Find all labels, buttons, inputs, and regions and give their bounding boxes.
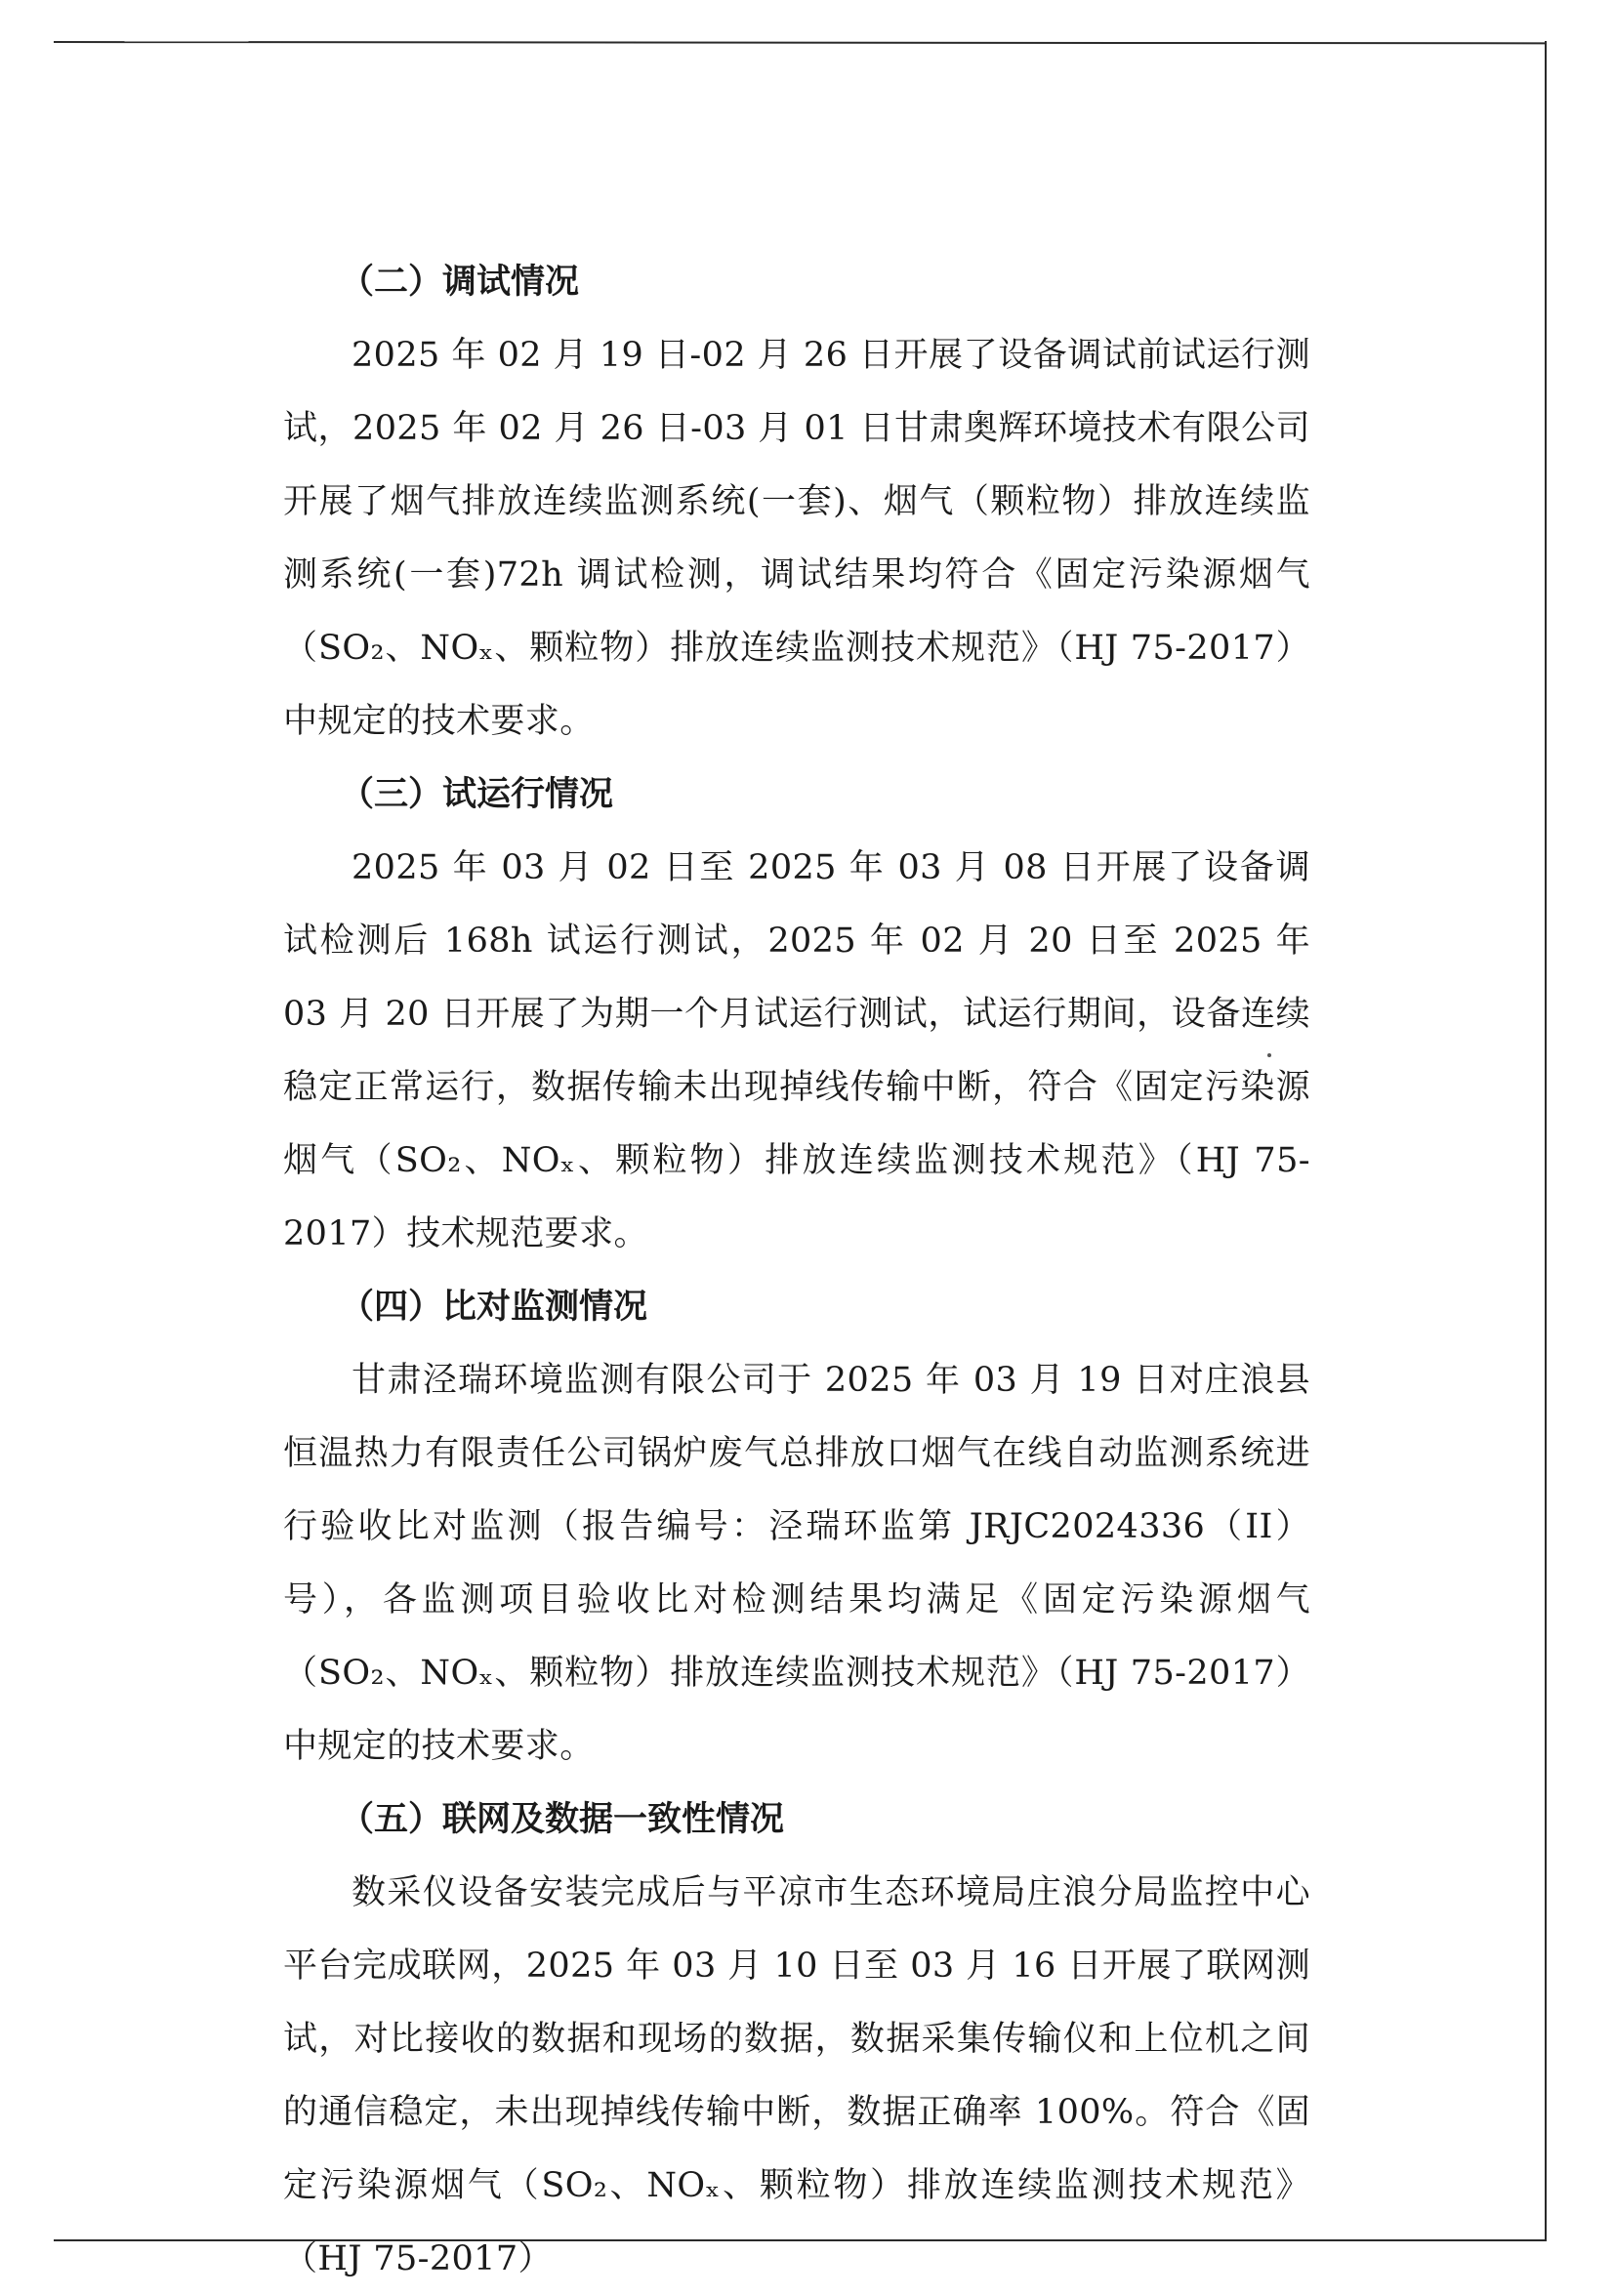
section-heading: （二）调试情况 [340,263,580,302]
section-debugging [283,246,1310,758]
section-paragraph: 数采仪设备安装完成后与平凉市生态环境局庄浪分局监控中心平台完成联网，2025 年 03 月 10 日至 03 月 16 日开展了联网测试，对比接收的数据和现场的数据，数据采集传输仪和上位机之间的通信稳定，未出现掉线传输中断，数据正确率 100%。符合《固定污染源烟气（SO₂、NOₓ、颗粒物）排放连续监测技术规范》（HJ 75-2017） [283,1873,1310,2278]
document-body [283,246,1310,2296]
page-border-top [54,41,1546,44]
section-networking-consistency [283,1784,1310,2296]
section-paragraph: 2025 年 03 月 02 日至 2025 年 03 月 08 日开展了设备调试检测后 168h 试运行测试，2025 年 02 月 20 日至 2025 年 03 月 20 日开展了为期一个月试运行测试，试运行期间，设备连续稳定正常运行，数据传输未出现掉线传输中断，符合《固定污染源烟气（SO₂、NOₓ、颗粒物）排放连续监测技术规范》（HJ 75-2017）技术规范要求。 [283,848,1310,1253]
section-heading: （四）比对监测情况 [340,1288,648,1327]
section-trial-run [283,758,1310,1271]
section-paragraph: 甘肃泾瑞环境监测有限公司于 2025 年 03 月 19 日对庄浪县恒温热力有限责任公司锅炉废气总排放口烟气在线自动监测系统进行验收比对监测（报告编号：泾瑞环监第 JRJC2024336（II）号），各监测项目验收比对检测结果均满足《固定污染源烟气（SO₂、NOₓ、颗粒物）排放连续监测技术规范》（HJ 75-2017）中规定的技术要求。 [283,1361,1310,1766]
page-border-right [1545,41,1547,2240]
section-paragraph: 2025 年 02 月 19 日-02 月 26 日开展了设备调试前试运行测试，2025 年 02 月 26 日-03 月 01 日甘肃奥辉环境技术有限公司开展了烟气排放连续监测系统(一套)、烟气（颗粒物）排放连续监测系统(一套)72h 调试检测，调试结果均符合《固定污染源烟气（SO₂、NOₓ、颗粒物）排放连续监测技术规范》（HJ 75-2017）中规定的技术要求。 [283,336,1310,741]
section-heading: （五）联网及数据一致性情况 [340,1800,785,1839]
section-comparison-monitoring [283,1271,1310,1784]
section-heading: （三）试运行情况 [340,775,614,814]
